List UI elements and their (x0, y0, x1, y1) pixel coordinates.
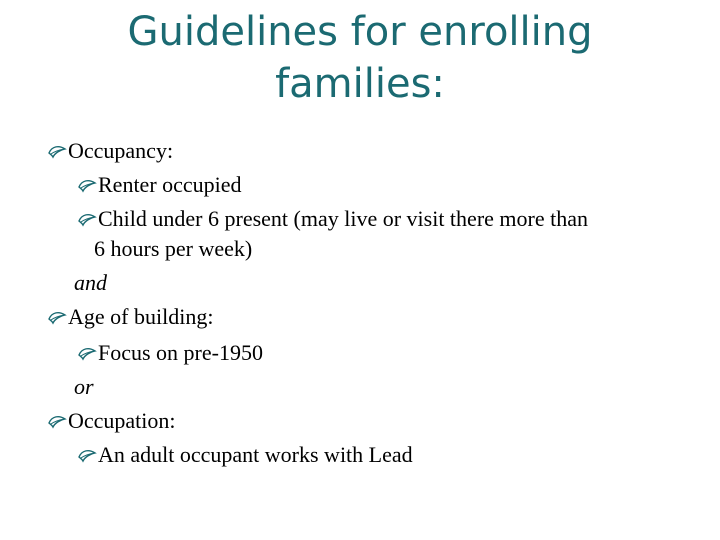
leaf-bullet-icon (76, 344, 98, 362)
bullet-text: Focus on pre-1950 (98, 340, 263, 365)
bullet-item-occupancy (46, 138, 173, 164)
leaf-bullet-icon (46, 142, 68, 160)
bullet-item-renter (76, 172, 242, 198)
leaf-bullet-icon (46, 412, 68, 430)
leaf-bullet-icon (76, 210, 98, 228)
bullet-item-focus (76, 340, 263, 366)
title-line-1: Guidelines for enrolling (127, 9, 593, 55)
bullet-text: Child under 6 present (may live or visit there more than (98, 206, 588, 231)
leaf-bullet-icon (76, 176, 98, 194)
bullet-text: Occupation: (68, 408, 176, 433)
bullet-item-occupation (46, 408, 176, 434)
leaf-bullet-icon (76, 446, 98, 464)
bullet-item-adult (76, 442, 413, 468)
title-line-2: families: (275, 61, 445, 107)
connector-text: or (74, 374, 94, 399)
bullet-text: Age of building: (68, 304, 214, 329)
connector-text: and (74, 270, 107, 295)
leaf-bullet-icon (46, 308, 68, 326)
bullet-item-child (76, 206, 588, 232)
bullet-continuation-text: 6 hours per week) (94, 236, 253, 261)
bullet-item-age (46, 304, 213, 330)
bullet-text: Occupancy: (68, 138, 174, 163)
bullet-text: An adult occupant works with Lead (98, 442, 413, 467)
connector-and (74, 270, 107, 296)
connector-or (74, 374, 94, 400)
bullet-text: Renter occupied (98, 172, 242, 197)
bullet-continuation (94, 236, 252, 262)
